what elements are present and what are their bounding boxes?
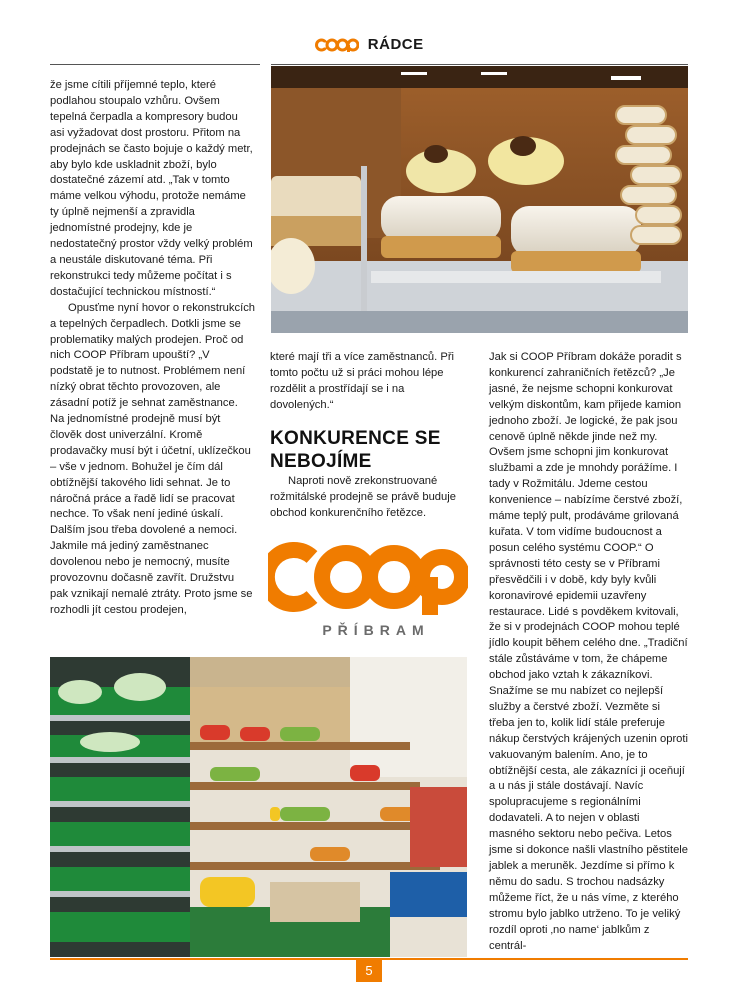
- column-3-paragraph: Jak si COOP Příbram dokáže poradit s konkurencí zahraničních řetězců? „Je jasné, že nejsme schopni konkurovat velkým diskontům, kam přijede kamion jednoho zboží. Je logické, že pak jsou cenově úplně někde jinde než my. Ovšem jsme schopni jim konkurovat službami a zde je mnohdy porážíme. I tady v Rožmitálu. Jdeme cestou konvenience – nabízíme čerstvé zboží, máme teplý pult, prodáváme grilovaná kuřata. V tom vidíme budoucnost a posun celého systému COOP.“ O správnosti této cesty se v Příbrami přesvědčili i v době, kdy byly kvůli koronavirové epidemii uzavřeny restaurace. Lidé s povděkem kvitovali, že si v prodejnách COOP mohou teplé jídlo koupit během celého dne. „Tradiční stále zůstáváme v tom, že chápeme obchod jako vztah k zákazníkovi. Snažíme se mu nabízet co nejlepší služby a čerstvé zboží. Vezměte si třeba jen to, kolik lidí stále preferuje nákup čerstvých krájených uzenin oproti vakuovaným balením. Ano, je to obtížnější cesta, ale zákazníci ji oceňují a u nás ji stále dostávají. Navíc spolupracujeme s regionálními dodavateli. A to nejen v oblasti masného sektoru nebo pečiva. Letos jsme si dokonce našli vlastního pěstitele jablek a meruněk. Jezdíme si přímo k němu do sadu. S trochou nadsázky můžeme říct, že u nás víme, z kterého stromu bylo jablko utrženo. To je veliký rozdíl oproti ‚no name‘ jablkům z centrál-: [489, 351, 688, 952]
- produce-shelves-photo: [50, 657, 467, 957]
- coop-logo-small: [315, 38, 359, 52]
- produce-shelves-illustration: [50, 657, 467, 957]
- column-2-paragraph: Naproti nově zrekonstruované rožmitálské prodejně se právě buduje obchod konkurenčního řetězce.: [270, 475, 456, 519]
- coop-pribram-logo: [268, 535, 468, 645]
- page-number: 5: [356, 960, 382, 982]
- logo-subtitle: PŘÍBRAM: [322, 622, 430, 638]
- coop-logo-large: [268, 535, 468, 645]
- section-title: RÁDCE: [367, 36, 424, 54]
- pastry-display-photo: [271, 66, 688, 333]
- pastry-display-illustration: [271, 66, 688, 333]
- column-2-body: [270, 474, 470, 522]
- column-3: [489, 350, 688, 954]
- section-heading: KONKURENCE SE NEBOJÍME: [270, 428, 441, 472]
- column-2: [270, 350, 470, 414]
- column-2-continuation: které mají tři a více zaměstnanců. Při tomto počtu už si práci mohou lépe rozdělit a prostřídají se i na dovolených.“: [270, 351, 455, 411]
- column-1: [50, 78, 255, 619]
- column-1-paragraph: Opusťme nyní hovor o rekonstrukcích a tepelných čerpadlech. Dotkli jsme se problematiky malých prodejen. Proč od nich COOP Příbram upouští? „V podstatě je to nutnost. Problémem není nízký obrat těchto provozoven, ale zásadní potíž je sehnat zaměstnance. Na jednomístné prodejně musí být člověk dost univerzální. Kromě prodavačky musí být i účetní, uklízečkou – vše v jednom. Bohužel je čím dál obtížnější takového lidi sehnat. Je to náročná práce a řadě lidí se pracovat nechce. To však není jediné úskalí. Dalším jsou třeba dovolené a nemoci. Jakmile má jediný zaměstnanec dovolenou nebo je nemocný, musíte provozovnu dočasně zavřít. Družstvu pak vznikají nemalé ztráty. Proto jsme se rozhodli jít cestou prodejen,: [50, 301, 256, 616]
- column-1-paragraph: že jsme cítili příjemné teplo, které podlahou stoupalo vzhůru. Ovšem tepelná čerpadla a kompresory budou asi vyžadovat dost prostoru. Přitom na prodejnách se často bojuje o každý metr, aby bylo kde uskladnit zboží, bylo dostatečné zázemí atd. „Tak v tomto máme velkou výhodu, protože nemáme ty úplně nejmenší a zpravidla jednomístné prodejny, kde je nedostatečný prostor vždy velký problém a neustále diskutované téma. Při rekonstrukci tedy můžeme počítat i s dostačující technickou místností.“: [50, 79, 253, 298]
- top-rule-left: [50, 64, 260, 65]
- top-rule-right: [271, 64, 688, 65]
- page-header: [0, 36, 739, 54]
